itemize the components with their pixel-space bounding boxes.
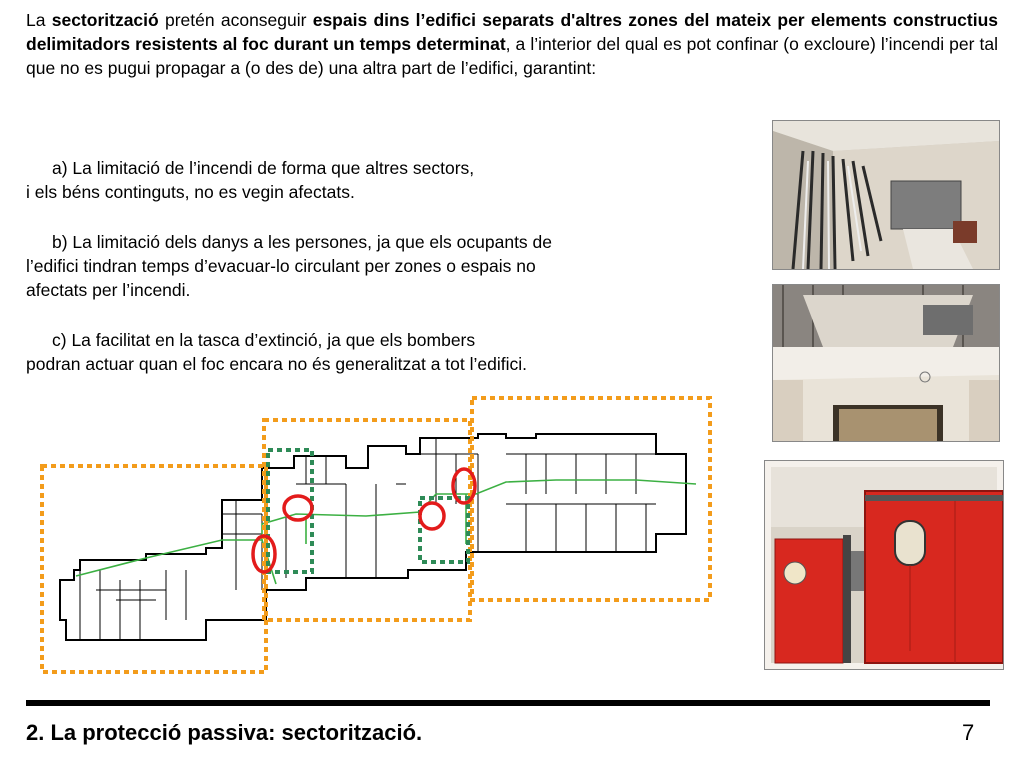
stair-sector-2	[420, 498, 468, 562]
ceiling-cables-photo	[772, 120, 1000, 270]
item-a-line2: i els béns continguts, no es vegin afectats.	[26, 182, 355, 202]
item-b	[26, 230, 552, 302]
item-a-line1: a) La limitació de l’incendi de forma que altres sectors,	[52, 158, 475, 178]
intro-text-3: , a l’interior del qual es pot confinar (o excloure) l’incendi per tal que no es pugui propagar a (o des de) una altra part de l’edifici, garantint:	[26, 34, 998, 78]
item-c	[26, 328, 527, 376]
intro-bold-1: sectorització	[51, 10, 159, 30]
intro-paragraph	[26, 8, 998, 80]
item-b-line3: afectats per l’incendi.	[26, 280, 191, 300]
floor-plan-diagram	[36, 394, 716, 676]
item-c-line1: c) La facilitat en la tasca d’extinció, ja que els bombers	[52, 330, 476, 350]
footer-rule	[26, 700, 990, 706]
intro-text-1: La	[26, 10, 52, 30]
item-b-line2: l’edifici tindran temps d’evacuar-lo circulant per zones o espais no	[26, 256, 536, 276]
evacuation-route	[76, 480, 696, 584]
corridor-ceiling-photo	[772, 284, 1000, 442]
page-number: 7	[962, 720, 975, 745]
intro-text-2: pretén aconseguir	[158, 10, 313, 30]
door-marker-2	[284, 496, 312, 520]
footer-title: 2. La protecció passiva: sectorització.	[26, 720, 423, 745]
item-a	[26, 156, 474, 204]
fire-sector-3	[472, 398, 710, 600]
intro-bold-2: espais dins l’edifici separats d'altres zones del mateix per elements constructius delimitadors resistents al foc durant un temps determinat	[26, 10, 999, 54]
door-marker-3	[420, 503, 444, 529]
item-c-line2: podran actuar quan el foc encara no és generalitzat a tot l’edifici.	[26, 354, 528, 374]
fire-doors-photo	[764, 460, 1004, 670]
item-b-line1: b) La limitació dels danys a les persones, ja que els ocupants de	[52, 232, 553, 252]
